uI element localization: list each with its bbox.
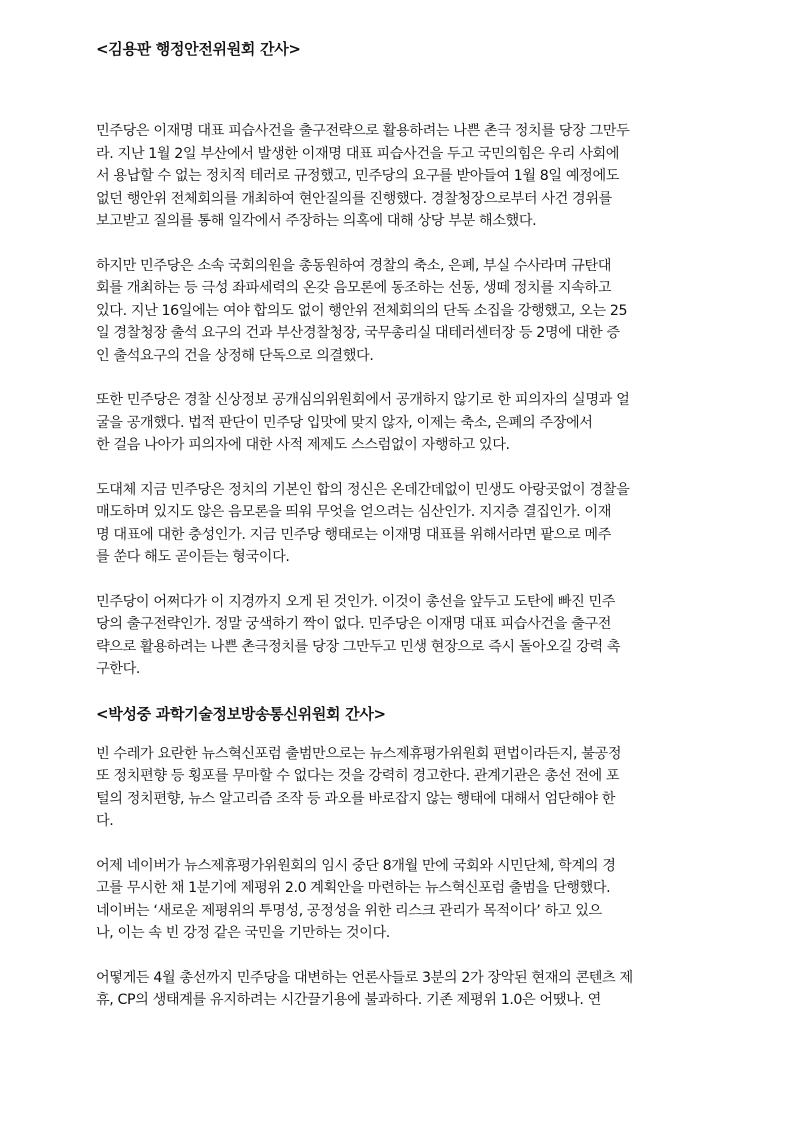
paragraph-line: 라. 지난 1월 2일 부산에서 발생한 이재명 대표 피습사건을 두고 국민의힘은 우리 사회에 xyxy=(96,145,620,162)
paragraph-line: 네이버는 ‘새로운 제평위의 투명성, 공정성을 위한 리스크 관리가 목적이다’ 하고 있으 xyxy=(96,902,602,919)
paragraph-line: 굴을 공개했다. 법적 판단이 민주당 입맛에 맞지 않자, 이제는 축소, 은폐의 주장에서 xyxy=(96,414,593,431)
paragraph xyxy=(96,591,698,681)
paragraph xyxy=(96,743,698,833)
paragraph-line: 매도하며 있지도 않은 음모론을 띄워 무엇을 얻으려는 심산인가. 지지층 결집인가. 이재 xyxy=(96,504,611,520)
section-body-kim xyxy=(96,120,698,681)
paragraph xyxy=(96,967,698,1012)
paragraph-line: 또 정치편향 등 횡포를 무마할 수 없다는 것을 강력히 경고한다. 관계기관은 총선 전에 포 xyxy=(96,768,620,784)
paragraph xyxy=(96,855,698,945)
section-body-park xyxy=(96,743,698,1012)
paragraph-line: 한 걸음 나아가 피의자에 대한 사적 제제도 스스럼없이 자행하고 있다. xyxy=(96,437,510,453)
paragraph-line: 당의 출구전략인가. 정말 궁색하기 짝이 없다. 민주당은 이재명 대표 피습사건을 출구전 xyxy=(96,616,611,632)
paragraph-line: 도대체 지금 민주당은 정치의 기본인 합의 정신은 온데간데없이 민생도 아랑곳없이 경찰을 xyxy=(96,481,630,498)
paragraph-line: 없던 행안위 전체회의를 개최하여 현안질의를 진행했다. 경찰청장으로부터 사건 경위를 xyxy=(96,190,612,207)
paragraph-line: 빈 수레가 요란한 뉴스혁신포럼 출범만으로는 뉴스제휴평가위원회 편법이라든지, 불공정 xyxy=(96,745,622,762)
paragraph-line: 회를 개최하는 등 극성 좌파세력의 온갖 음모론에 동조하는 선동, 생떼 정치를 지속하고 xyxy=(96,280,611,296)
paragraph-line: 략으로 활용하려는 나쁜 촌극정치를 당장 그만두고 민생 현장으로 즉시 돌아오길 강력 촉 xyxy=(96,638,621,655)
paragraph-line: 인 출석요구의 건을 상정해 단독으로 의결했다. xyxy=(96,347,374,364)
paragraph-line: 어제 네이버가 뉴스제휴평가위원회의 임시 중단 8개월 만에 국회와 시민단체, 학계의 경 xyxy=(96,857,616,874)
paragraph-line: 를 쑨다 해도 곧이듣는 형국이다. xyxy=(96,549,290,565)
paragraph-line: 민주당이 어쩌다가 이 지경까지 오게 된 것인가. 이것이 총선을 앞두고 도탄에 빠진 민주 xyxy=(96,593,616,610)
paragraph-line: 어떻게든 4월 총선까지 민주당을 대변하는 언론사들로 3분의 2가 장악된 현재의 콘텐츠 제 xyxy=(96,969,633,986)
paragraph-line: 다. xyxy=(96,813,114,829)
paragraph-line: 일 경찰청장 출석 요구의 건과 부산경찰청장, 국무총리실 대테러센터장 등 2명에 대한 증 xyxy=(96,325,620,341)
section-heading-park: <박성중 과학기술정보방송통신위원회 간사> xyxy=(96,704,386,723)
paragraph xyxy=(96,479,698,569)
paragraph-line: 구한다. xyxy=(96,661,141,677)
paragraph-line: 명 대표에 대한 충성인가. 지금 민주당 행태로는 이재명 대표를 위해서라면 팥으로 메주 xyxy=(96,526,611,543)
paragraph-line: 고를 무시한 채 1분기에 제평위 2.0 계획안을 마련하는 뉴스혁신포럼 출범을 단행했다. xyxy=(96,880,611,896)
section-heading-kim: <김용판 행정안전위원회 간사> xyxy=(96,40,301,58)
paragraph xyxy=(96,120,698,233)
paragraph-line: 또한 민주당은 경찰 신상정보 공개심의위원회에서 공개하지 않기로 한 피의자의 실명과 얼 xyxy=(96,392,630,408)
paragraph-line: 있다. 지난 16일에는 여야 합의도 없이 행안위 전체회의의 단독 소집을 강행했고, 오는 25 xyxy=(96,302,628,319)
paragraph xyxy=(96,389,698,457)
paragraph-line: 나, 이는 속 빈 강정 같은 국민을 기만하는 것이다. xyxy=(96,925,390,941)
paragraph-line: 털의 정치편향, 뉴스 알고리즘 조작 등 과오를 바로잡지 않는 행태에 대해서 엄단해야 한 xyxy=(96,790,616,807)
paragraph-line: 서 용납할 수 없는 정치적 테러로 규정했고, 민주당의 요구를 받아들여 1월 8일 예정에도 xyxy=(96,168,620,184)
paragraph-line: 하지만 민주당은 소속 국회의원을 총동원하여 경찰의 축소, 은폐, 부실 수사라며 규탄대 xyxy=(96,257,611,274)
paragraph xyxy=(96,255,698,368)
paragraph-line: 보고받고 질의를 통해 일각에서 주장하는 의혹에 대해 상당 부분 해소했다. xyxy=(96,213,537,229)
paragraph-line: 민주당은 이재명 대표 피습사건을 출구전략으로 활용하려는 나쁜 촌극 정치를 당장 그만두 xyxy=(96,123,630,139)
paragraph-line: 휴, CP의 생태계를 유지하려는 시간끌기용에 불과하다. 기존 제평위 1.0은 어땠나. 연 xyxy=(96,992,601,1008)
